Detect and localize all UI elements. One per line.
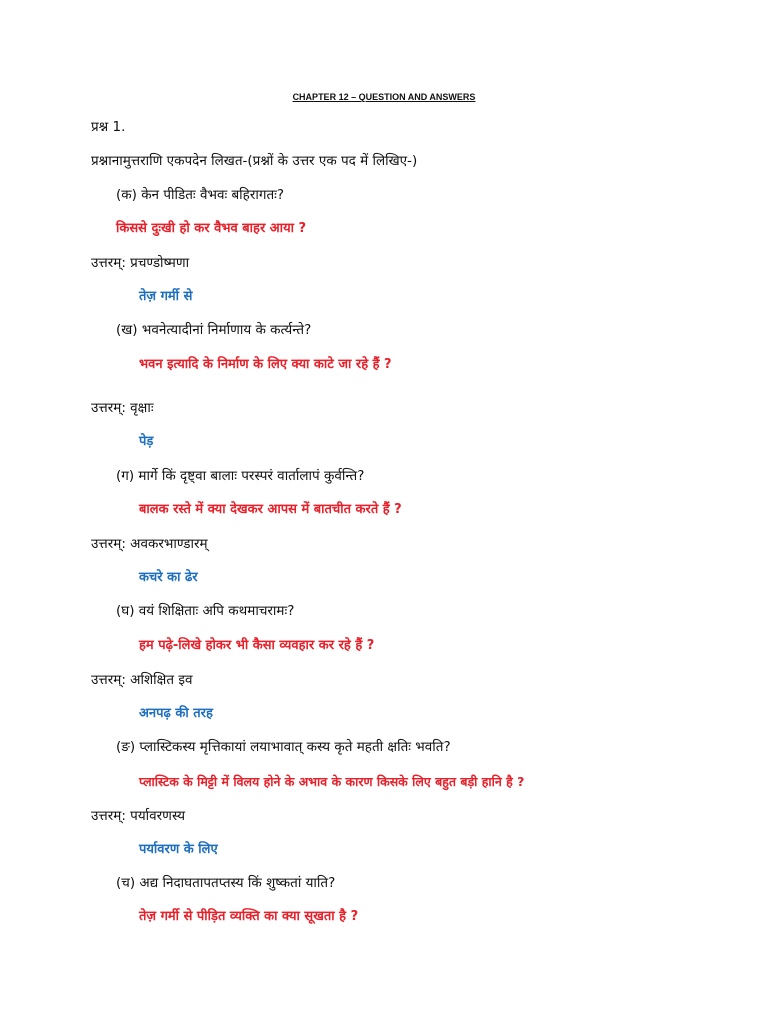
- sanskrit-question-1: (क) केन पीडितः वैभवः बहिरागतः?: [116, 187, 285, 203]
- hindi-question-3: बालक रस्ते में क्या देखकर आपस में बातचीत करते हैं ?: [139, 502, 402, 517]
- hindi-answer-1: तेज़ गर्मी से: [139, 289, 193, 304]
- hindi-question-4: हम पढ़े-लिखे होकर भी कैसा व्यवहार कर रहे हैं ?: [139, 638, 375, 653]
- hindi-answer-3: कचरे का ढेर: [139, 570, 198, 585]
- hindi-answer-5: पर्यावरण के लिए: [139, 842, 218, 857]
- sanskrit-question-3: (ग) मार्गे किं दृष्ट्वा बालाः परस्परं वार्तालापं कुर्वन्ति?: [116, 468, 365, 484]
- hindi-answer-2: पेड़: [139, 434, 154, 449]
- instruction-text: प्रश्नानामुत्तराणि एकपदेन लिखत-(प्रश्नों के उत्तर एक पद में लिखिए-): [91, 153, 418, 169]
- sanskrit-answer-3: उत्तरम्: अवकरभाण्डारम्: [91, 536, 208, 552]
- sanskrit-question-6: (च) अद्य निदाघतापतप्तस्य किं शुष्कतां याति?: [116, 875, 336, 891]
- hindi-question-1: किससे दुःखी हो कर वैभव बाहर आया ?: [116, 221, 307, 236]
- page-title: CHAPTER 12 – QUESTION AND ANSWERS: [292, 92, 476, 102]
- hindi-question-5: प्लास्टिक के मिट्टी में विलय होने के अभाव के कारण किसके लिए बहुत बड़ी हानि है ?: [139, 774, 525, 789]
- hindi-question-6: तेज़ गर्मी से पीड़ित व्यक्ति का क्या सूखता है ?: [139, 909, 359, 924]
- sanskrit-answer-4: उत्तरम्: अशिक्षित इव: [91, 672, 193, 688]
- sanskrit-question-2: (ख) भवनेत्यादीनां निर्माणाय के कर्त्यन्ते?: [116, 322, 312, 338]
- sanskrit-answer-1: उत्तरम्: प्रचण्डोष्मणा: [91, 255, 190, 271]
- sanskrit-question-4: (घ) वयं शिक्षिताः अपि कथमाचरामः?: [116, 603, 295, 619]
- sanskrit-answer-5: उत्तरम्: पर्यावरणस्य: [91, 808, 186, 824]
- sanskrit-answer-2: उत्तरम्: वृक्षाः: [91, 400, 154, 416]
- hindi-question-2: भवन इत्यादि के निर्माण के लिए क्या काटे जा रहे हैं ?: [139, 357, 392, 372]
- question-number: प्रश्न 1.: [91, 119, 126, 135]
- sanskrit-question-5: (ङ) प्लास्टिकस्य मृत्तिकायां लयाभावात् कस्य कृते महती क्षतिः भवति?: [116, 739, 451, 755]
- hindi-answer-4: अनपढ़ की तरह: [139, 706, 213, 721]
